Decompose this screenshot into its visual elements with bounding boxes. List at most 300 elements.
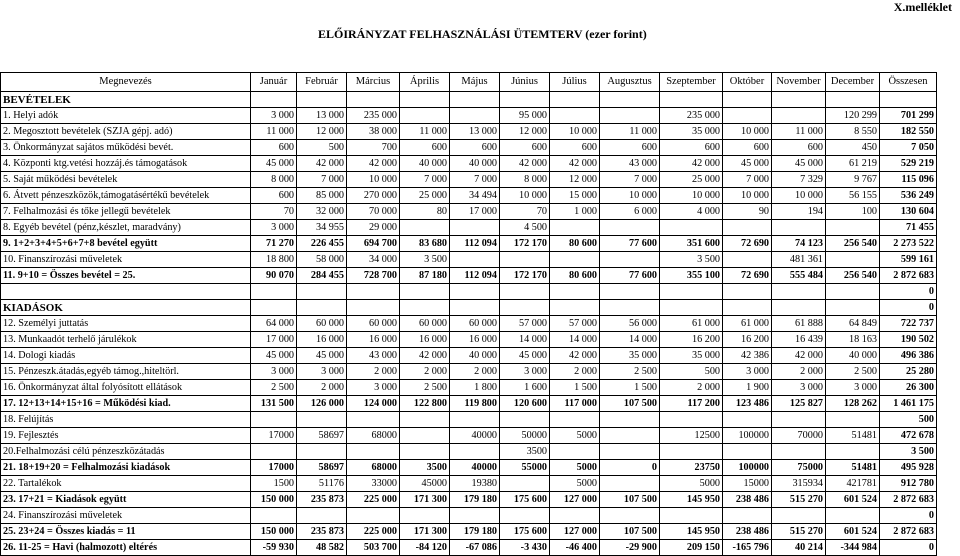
table-row [1,396,937,412]
month-cell: 95 000 [500,108,550,124]
total-cell: 912 780 [880,476,937,492]
row-label: 19. Fejlesztés [1,428,251,444]
month-cell [450,284,500,300]
month-cell: 179 180 [450,492,500,508]
month-cell: 600 [723,140,772,156]
section-header-row [1,300,937,316]
column-header: Összesen [880,73,937,92]
month-cell: 38 000 [347,124,400,140]
month-cell [450,508,500,524]
month-cell: 72 690 [723,236,772,252]
month-cell: 2 500 [600,364,660,380]
month-cell: 10 000 [660,188,723,204]
month-cell [251,444,297,460]
month-cell [297,508,347,524]
month-cell: 600 [660,140,723,156]
month-cell: 7 000 [450,172,500,188]
total-cell: 182 550 [880,124,937,140]
table-row [1,524,937,540]
month-cell: 33000 [347,476,400,492]
month-cell: 42 386 [723,348,772,364]
month-cell: 503 700 [347,540,400,556]
month-cell [600,412,660,428]
month-cell: 0 [600,460,660,476]
month-cell: 2 000 [660,380,723,396]
month-cell: 5000 [550,428,600,444]
month-cell: 77 600 [600,268,660,284]
total-cell: 722 737 [880,316,937,332]
total-cell: 25 280 [880,364,937,380]
month-cell [400,284,450,300]
month-cell: 131 500 [251,396,297,412]
month-cell [550,508,600,524]
month-cell: 56 000 [600,316,660,332]
month-cell [660,508,723,524]
month-cell [251,92,297,108]
month-cell: 120 299 [826,108,880,124]
month-cell: -84 120 [400,540,450,556]
row-label: 22. Tartalékok [1,476,251,492]
month-cell: 18 163 [826,332,880,348]
table-row [1,332,937,348]
month-cell: 16 000 [450,332,500,348]
month-cell: 3 000 [251,220,297,236]
month-cell: 13 000 [297,108,347,124]
row-label: 16. Önkormányzat által folyósított ellátások [1,380,251,396]
month-cell: 515 270 [772,524,826,540]
table-row [1,204,937,220]
table-row [1,508,937,524]
month-cell: 16 000 [297,332,347,348]
month-cell: 315934 [772,476,826,492]
month-cell [826,92,880,108]
table-row [1,268,937,284]
month-cell: 7 000 [400,172,450,188]
month-cell: 515 270 [772,492,826,508]
month-cell: 40 000 [450,156,500,172]
row-label: BEVÉTELEK [1,92,251,108]
month-cell: 17 000 [450,204,500,220]
row-label: 26. 11-25 = Havi (halmozott) eltérés [1,540,251,556]
month-cell: 235 873 [297,524,347,540]
month-cell: 40000 [450,460,500,476]
month-cell [400,300,450,316]
month-cell [772,412,826,428]
month-cell [297,92,347,108]
column-header: Június [500,73,550,92]
month-cell [550,412,600,428]
row-label: 4. Központi ktg.vetési hozzáj.és támogatások [1,156,251,172]
month-cell: 45 000 [500,348,550,364]
row-label: 24. Finanszírozási műveletek [1,508,251,524]
month-cell [251,508,297,524]
month-cell: 7 000 [297,172,347,188]
month-cell: 35 000 [600,348,660,364]
month-cell: 355 100 [660,268,723,284]
month-cell: 128 262 [826,396,880,412]
month-cell: 107 500 [600,524,660,540]
month-cell [550,108,600,124]
month-cell: 127 000 [550,524,600,540]
month-cell: 1500 [251,476,297,492]
month-cell [500,92,550,108]
month-cell: 42 000 [660,156,723,172]
month-cell [600,92,660,108]
table-row [1,172,937,188]
table-row [1,460,937,476]
month-cell: 11 000 [400,124,450,140]
month-cell: 68000 [347,460,400,476]
row-label: 20.Felhalmozási célú pénzeszközátadás [1,444,251,460]
month-cell: 3 000 [347,380,400,396]
column-header: Július [550,73,600,92]
month-cell: 117 000 [550,396,600,412]
month-cell: 56 155 [826,188,880,204]
month-cell [600,476,660,492]
column-header: Október [723,73,772,92]
month-cell: -165 796 [723,540,772,556]
month-cell: 61 000 [723,316,772,332]
month-cell: 14 000 [600,332,660,348]
month-cell: 2 000 [347,364,400,380]
row-label [1,284,251,300]
month-cell: 270 000 [347,188,400,204]
column-header: Május [450,73,500,92]
table-row [1,380,937,396]
month-cell [450,108,500,124]
month-cell: 8 000 [251,172,297,188]
month-cell: 284 455 [297,268,347,284]
month-cell [251,300,297,316]
month-cell [450,252,500,268]
row-label: 21. 18+19+20 = Felhalmozási kiadások [1,460,251,476]
table-row [1,428,937,444]
month-cell: 172 170 [500,236,550,252]
month-cell: 172 170 [500,268,550,284]
table-row [1,540,937,556]
month-cell: 117 200 [660,396,723,412]
month-cell: 100000 [723,460,772,476]
total-cell: 1 461 175 [880,396,937,412]
table-row [1,236,937,252]
month-cell: 42 000 [297,156,347,172]
column-header-name: Megnevezés [1,73,251,92]
month-cell [723,508,772,524]
month-cell [400,508,450,524]
column-header: Szeptember [660,73,723,92]
table-row [1,124,937,140]
total-cell: 0 [880,508,937,524]
month-cell: 10 000 [550,124,600,140]
month-cell: 175 600 [500,492,550,508]
month-cell: 123 486 [723,396,772,412]
month-cell [600,508,660,524]
month-cell: 45 000 [297,348,347,364]
month-cell: 45 000 [251,156,297,172]
month-cell: 80 600 [550,236,600,252]
month-cell: 3500 [500,444,550,460]
month-cell: 100 [826,204,880,220]
month-cell: 35 000 [660,348,723,364]
month-cell: 11 000 [600,124,660,140]
total-cell: 472 678 [880,428,937,444]
month-cell: 2 500 [400,380,450,396]
month-cell: -59 930 [251,540,297,556]
month-cell: 40 000 [450,348,500,364]
month-cell: 70 [500,204,550,220]
month-cell: -29 900 [600,540,660,556]
month-cell: 3 000 [251,364,297,380]
month-cell: 127 000 [550,492,600,508]
table-row [1,252,937,268]
month-cell [297,412,347,428]
month-cell [450,300,500,316]
month-cell: 10 000 [347,172,400,188]
month-cell: 40000 [450,428,500,444]
month-cell [660,92,723,108]
month-cell [772,284,826,300]
month-cell: 75000 [772,460,826,476]
row-label: 11. 9+10 = Összes bevétel = 25. [1,268,251,284]
month-cell: 42 000 [500,156,550,172]
month-cell: 61 000 [660,316,723,332]
month-cell: 25 000 [660,172,723,188]
total-cell: 2 273 522 [880,236,937,252]
row-label: 18. Felújítás [1,412,251,428]
month-cell: 5000 [660,476,723,492]
month-cell: 10 000 [772,188,826,204]
month-cell [660,284,723,300]
row-label: 12. Személyi juttatás [1,316,251,332]
month-cell: 17000 [251,460,297,476]
month-cell: 68000 [347,428,400,444]
month-cell [347,444,400,460]
month-cell: 2 500 [251,380,297,396]
table-row [1,348,937,364]
total-cell: 115 096 [880,172,937,188]
month-cell: -3 430 [500,540,550,556]
month-cell [450,412,500,428]
month-cell: 171 300 [400,492,450,508]
month-cell: 17000 [251,428,297,444]
month-cell: 601 524 [826,524,880,540]
month-cell [660,220,723,236]
total-cell [880,92,937,108]
month-cell [500,284,550,300]
month-cell: 421781 [826,476,880,492]
row-label: 8. Egyéb bevétel (pénz,készlet, maradvány) [1,220,251,236]
month-cell: 90 070 [251,268,297,284]
month-cell [400,444,450,460]
column-header: December [826,73,880,92]
total-cell: 26 300 [880,380,937,396]
month-cell [600,284,660,300]
section-header-row [1,92,937,108]
month-cell [723,444,772,460]
month-cell: 16 000 [400,332,450,348]
month-cell: 77 600 [600,236,660,252]
month-cell: 10 000 [723,188,772,204]
month-cell: 5000 [550,476,600,492]
month-cell [600,444,660,460]
month-cell: 11 000 [251,124,297,140]
month-cell: 9 767 [826,172,880,188]
row-label: 13. Munkaadót terhelő járulékok [1,332,251,348]
budget-table [0,72,937,556]
month-cell: 1 900 [723,380,772,396]
total-cell: 0 [880,540,937,556]
month-cell: 3 500 [660,252,723,268]
row-label: 25. 23+24 = Összes kiadás = 11 [1,524,251,540]
total-cell: 599 161 [880,252,937,268]
month-cell: 7 000 [600,172,660,188]
month-cell: 80 [400,204,450,220]
total-cell: 0 [880,300,937,316]
month-cell [400,220,450,236]
month-cell: 11 000 [772,124,826,140]
total-cell: 500 [880,412,937,428]
month-cell: 122 800 [400,396,450,412]
month-cell: 83 680 [400,236,450,252]
month-cell [723,252,772,268]
month-cell: 7 329 [772,172,826,188]
month-cell: 61 888 [772,316,826,332]
table-row [1,364,937,380]
month-cell: 145 950 [660,492,723,508]
month-cell [450,92,500,108]
month-cell [772,108,826,124]
month-cell: 209 150 [660,540,723,556]
month-cell: 64 000 [251,316,297,332]
month-cell: 34 494 [450,188,500,204]
month-cell [826,220,880,236]
month-cell: 2 000 [400,364,450,380]
month-cell: 51481 [826,428,880,444]
row-label: 7. Felhalmozási és tőke jellegű bevételek [1,204,251,220]
month-cell: 34 955 [297,220,347,236]
month-cell [400,412,450,428]
month-cell: 238 486 [723,492,772,508]
month-cell: 256 540 [826,268,880,284]
month-cell: 72 690 [723,268,772,284]
month-cell: 10 000 [500,188,550,204]
month-cell [500,476,550,492]
month-cell: 2 000 [772,364,826,380]
row-label: 15. Pénzeszk.átadás,egyéb támog.,hiteltörl. [1,364,251,380]
month-cell [251,412,297,428]
month-cell: 16 439 [772,332,826,348]
month-cell [550,284,600,300]
month-cell: 17 000 [251,332,297,348]
month-cell [600,252,660,268]
month-cell: 51481 [826,460,880,476]
row-label: 10. Finanszírozási műveletek [1,252,251,268]
month-cell: 8 550 [826,124,880,140]
total-cell: 701 299 [880,108,937,124]
total-cell: 190 502 [880,332,937,348]
month-cell: 3 000 [723,364,772,380]
month-cell: 4 500 [500,220,550,236]
month-cell: 2 000 [550,364,600,380]
month-cell: 6 000 [600,204,660,220]
month-cell: 1 800 [450,380,500,396]
month-cell: 10 000 [600,188,660,204]
month-cell: 2 000 [297,380,347,396]
month-cell [826,508,880,524]
month-cell: 12 000 [500,124,550,140]
month-cell: 3 500 [400,252,450,268]
month-cell: 42 000 [772,348,826,364]
month-cell: -344 984 [826,540,880,556]
month-cell: 225 000 [347,524,400,540]
month-cell [550,444,600,460]
month-cell: 90 [723,204,772,220]
month-cell [550,252,600,268]
column-header: Február [297,73,347,92]
month-cell: 64 849 [826,316,880,332]
month-cell: 600 [500,140,550,156]
month-cell [723,108,772,124]
month-cell [251,284,297,300]
month-cell: 1 000 [550,204,600,220]
month-cell: 179 180 [450,524,500,540]
month-cell [550,220,600,236]
total-cell: 2 872 683 [880,492,937,508]
month-cell [297,284,347,300]
month-cell: 2 000 [450,364,500,380]
month-cell: 235 000 [660,108,723,124]
total-cell: 71 455 [880,220,937,236]
month-cell [347,508,400,524]
month-cell [723,92,772,108]
total-cell: 2 872 683 [880,524,937,540]
month-cell [660,412,723,428]
row-label: 1. Helyi adók [1,108,251,124]
table-row [1,140,937,156]
month-cell: 18 800 [251,252,297,268]
month-cell: 25 000 [400,188,450,204]
month-cell: 40 000 [400,156,450,172]
month-cell [772,508,826,524]
row-label: 2. Megosztott bevételek (SZJA gépj. adó) [1,124,251,140]
month-cell: 600 [251,140,297,156]
month-cell: 43 000 [600,156,660,172]
row-label: 23. 17+21 = Kiadások együtt [1,492,251,508]
month-cell: 112 094 [450,268,500,284]
month-cell: 728 700 [347,268,400,284]
month-cell: 145 950 [660,524,723,540]
month-cell [347,300,400,316]
table-row [1,444,937,460]
month-cell: 450 [826,140,880,156]
month-cell [450,220,500,236]
month-cell: 100000 [723,428,772,444]
month-cell [772,220,826,236]
month-cell [347,92,400,108]
month-cell: 126 000 [297,396,347,412]
month-cell [826,412,880,428]
month-cell [723,412,772,428]
month-cell: 16 000 [347,332,400,348]
month-cell: 1 500 [600,380,660,396]
month-cell [400,108,450,124]
total-cell: 529 219 [880,156,937,172]
month-cell: -67 086 [450,540,500,556]
month-cell: 120 600 [500,396,550,412]
table-row [1,316,937,332]
month-cell [297,300,347,316]
month-cell: 3500 [400,460,450,476]
